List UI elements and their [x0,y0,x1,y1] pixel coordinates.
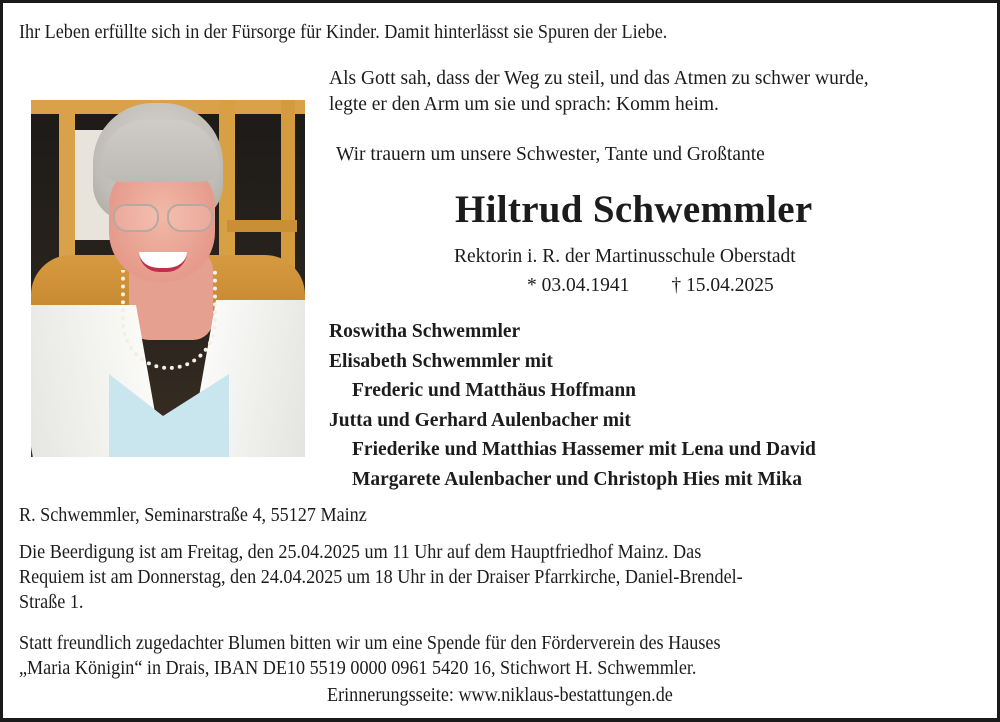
memorial-site-link[interactable]: Erinnerungsseite: www.niklaus-bestattungen.de [327,685,673,706]
life-dates [527,273,774,299]
death-date: † 15.04.2025 [671,275,774,296]
family-member-line: Friederike und Matthias Hassemer mit Lena und David [352,439,816,460]
deceased-title: Rektorin i. R. der Martinusschule Oberstadt [454,246,796,267]
family-member-line: Jutta und Gerhard Aulenbacher mit [329,409,631,431]
funeral-line-3: Straße 1. [19,592,84,613]
donation-line-1: Statt freundlich zugedachter Blumen bitten wir um eine Spende für den Förderverein des Hauses [19,633,721,654]
photo-chair-post [59,100,75,270]
family-member-line: Margarete Aulenbacher und Christoph Hies mit Mika [352,468,802,490]
memorial-site [3,683,997,708]
funeral-line-2: Requiem ist am Donnerstag, den 24.04.2025 um 18 Uhr in der Draiser Pfarrkirche, Daniel-Brendel- [19,567,743,588]
donation-line-2: „Maria Königin“ in Drais, IBAN DE10 5519 0000 0961 5420 16, Stichwort H. Schwemmler. [19,658,697,679]
contact-address: R. Schwemmler, Seminarstraße 4, 55127 Mainz [19,505,367,526]
portrait-photo [31,100,305,457]
photo-pearl-necklace [121,270,217,370]
photo-glasses [167,204,213,232]
poem-line-2: legte er den Arm um sie und sprach: Komm heim. [329,94,719,115]
photo-fringe [101,120,219,182]
family-member-line: Elisabeth Schwemmler mit [329,350,553,372]
photo-chair-bar [227,220,297,232]
family-member-line: Frederic und Matthäus Hoffmann [352,380,637,401]
poem-line-1: Als Gott sah, dass der Weg zu steil, und das Atmen zu schwer wurde, [329,68,869,89]
mourning-line: Wir trauern um unsere Schwester, Tante und Großtante [336,144,765,165]
photo-glasses [113,204,159,232]
intro-text: Ihr Leben erfüllte sich in der Fürsorge für Kinder. Damit hinterlässt sie Spuren der Liebe. [19,22,668,43]
deceased-name: Hiltrud Schwemmler [455,188,813,231]
birth-date: * 03.04.1941 [527,275,630,296]
family-member-line: Roswitha Schwemmler [329,321,521,342]
funeral-line-1: Die Beerdigung ist am Freitag, den 25.04.2025 um 11 Uhr auf dem Hauptfriedhof Mainz. Das [19,542,702,563]
